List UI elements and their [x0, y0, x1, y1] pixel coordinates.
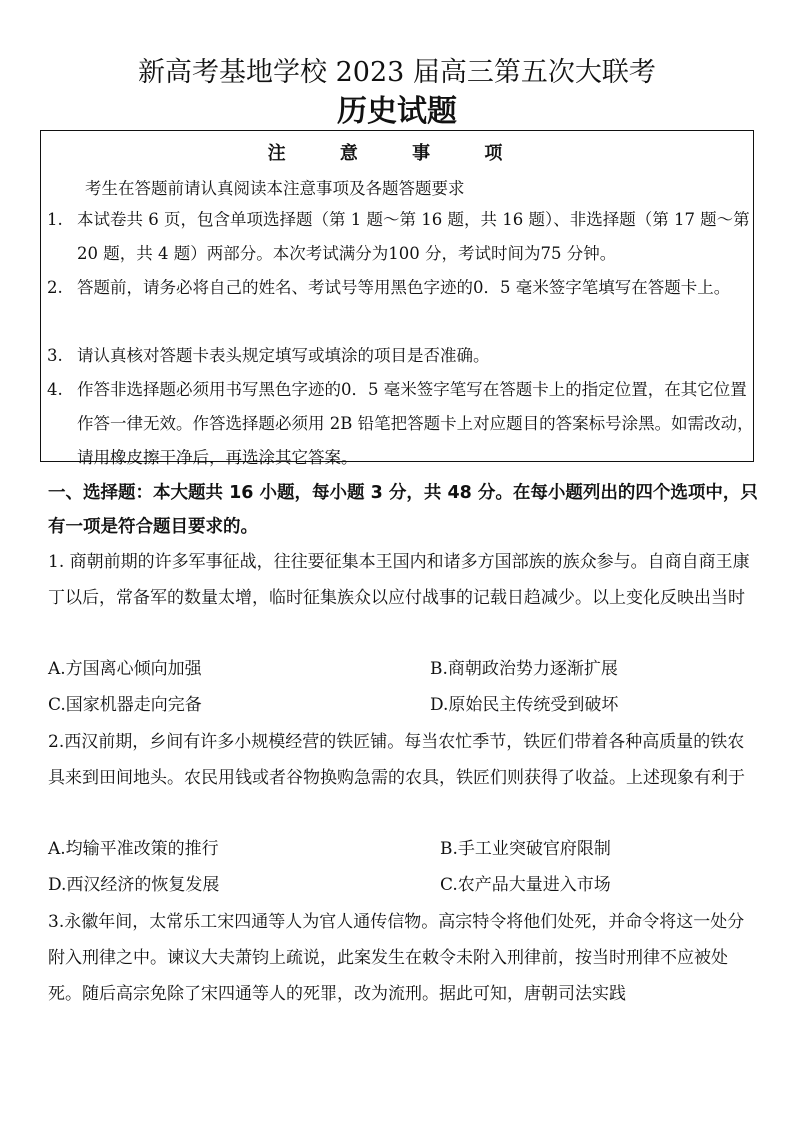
notice-item-number: 1.	[47, 210, 63, 229]
question-option: A.均输平准改策的推行	[48, 839, 219, 859]
subject-title: 历史试题	[337, 94, 457, 129]
question-option: C.农产品大量进入市场	[440, 875, 611, 895]
question-stem: 3.永徽年间，太常乐工宋四通等人为官人通传信物。高宗特令将他们处死，并命令将这一处分附入刑律之中。谏议大夫萧钧上疏说，此案发生在敕令未附入刑律前，按当时刑律不应被处死。随后高宗免除了宋四通等人的死罪，改为流刑。据此可知，唐朝司法实践	[48, 912, 745, 1004]
notice-item-number: 4.	[47, 380, 63, 399]
exam-title: 新高考基地学校 2023 届高三第五次大联考	[138, 57, 656, 88]
question-stem: 2.西汉前期，乡间有许多小规模经营的铁匠铺。每当农忙季节，铁匠们带着各种高质量的铁农具来到田间地头。农民用钱或者谷物换购急需的农具，铁匠们则获得了收益。上述现象有利于	[48, 732, 745, 788]
notice-intro: 考生在答题前请认真阅读本注意事项及各题答题要求	[85, 179, 465, 198]
question-option: D.原始民主传统受到破坏	[430, 695, 619, 715]
question-option: B.手工业突破官府限制	[440, 839, 611, 859]
notice-item-text: 本试卷共 6 页，包含单项选择题（第 1 题～第 16 题，共 16 题）、非选择题（第 17 题～第 20 题，共 4 题）两部分。本次考试满分为100 分，考试时间为75 分钟。	[77, 210, 750, 263]
question-option: A.方国离心倾向加强	[48, 659, 202, 679]
notice-item-text: 请认真核对答题卡表头规定填写或填涂的项目是否准确。	[77, 346, 490, 365]
notice-item-number: 2.	[47, 278, 63, 297]
question-stem: 1. 商朝前期的许多军事征战，往往要征集本王国内和诸多方国部族的族众参与。自商自商王康丁以后，常备军的数量太增，临时征集族众以应付战事的记载日趋减少。以上变化反映出当时	[48, 552, 750, 608]
question-option: C.国家机器走向完备	[48, 695, 202, 715]
notice-item-text: 作答非选择题必须用书写黑色字迹的0．5 毫米签字笔写在答题卡上的指定位置，在其它位置作答一律无效。作答选择题必须用 2B 铅笔把答题卡上对应题目的答案标号涂黑。如需改动，请用橡皮擦干净后，再选涂其它答案。	[77, 380, 754, 467]
notice-box	[40, 130, 754, 467]
notice-heading: 注 意 事 项	[267, 143, 527, 164]
notice-item-text: 答题前，请务必将自己的姓名、考试号等用黑色字迹的0．5 毫米签字笔填写在答题卡上。	[77, 278, 731, 297]
notice-item-number: 3.	[47, 346, 63, 365]
section-heading: 一、选择题：本大题共 16 小题，每小题 3 分，共 48 分。在每小题列出的四个选项中，只有一项是符合题目要求的。	[48, 483, 758, 537]
question-option: D.西汉经济的恢复发展	[48, 875, 220, 895]
question-option: B.商朝政治势力逐渐扩展	[430, 659, 618, 679]
